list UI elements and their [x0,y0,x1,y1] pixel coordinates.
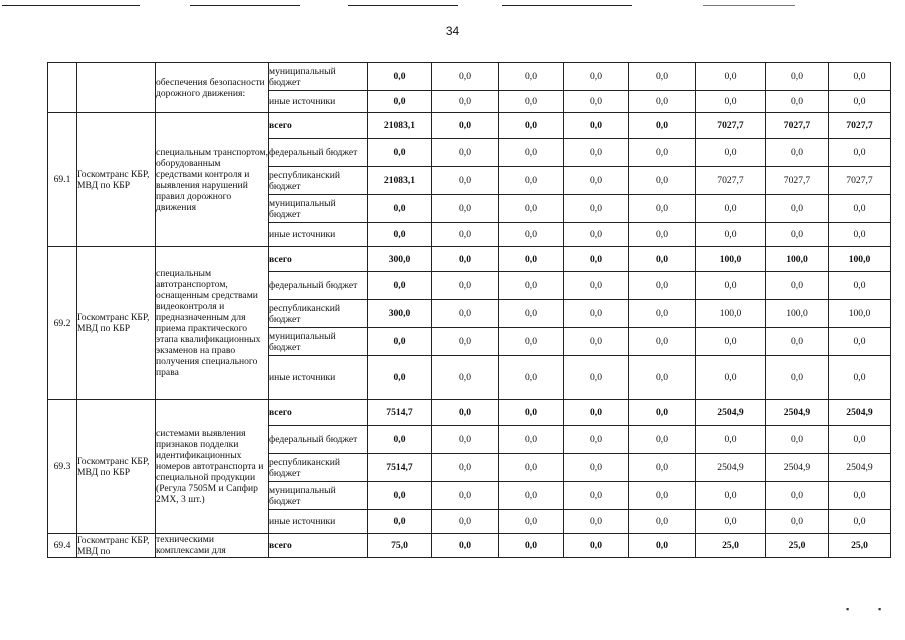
measure-cell: техническими комплексами для [156,534,269,558]
value-cell: 0,0 [564,400,629,426]
value-cell: 0,0 [368,272,432,300]
value-cell: 0,0 [696,482,766,510]
source-cell: всего [269,534,368,558]
measure-cell: обеспечения безопасности дорожного движения: [156,63,269,113]
value-cell: 0,0 [432,223,499,247]
value-cell: 0,0 [629,510,696,534]
value-cell: 21083,1 [368,113,432,139]
value-cell: 0,0 [829,223,891,247]
value-cell: 0,0 [499,482,564,510]
table-row [48,63,891,91]
value-cell: 7027,7 [829,167,891,195]
value-cell: 0,0 [368,328,432,356]
value-cell: 100,0 [696,300,766,328]
page-number: 34 [445,24,460,38]
value-cell: 0,0 [696,139,766,167]
value-cell: 0,0 [432,510,499,534]
value-cell: 0,0 [829,272,891,300]
value-cell: 0,0 [432,534,499,558]
value-cell: 0,0 [368,139,432,167]
value-cell: 0,0 [432,195,499,223]
scan-line [348,5,458,6]
value-cell: 75,0 [368,534,432,558]
code-cell: 69.1 [48,113,77,247]
value-cell: 0,0 [499,328,564,356]
value-cell: 2504,9 [766,454,829,482]
value-cell: 7027,7 [696,113,766,139]
value-cell: 0,0 [432,482,499,510]
value-cell: 0,0 [499,300,564,328]
value-cell: 0,0 [432,356,499,400]
value-cell: 0,0 [629,356,696,400]
value-cell: 0,0 [629,195,696,223]
value-cell: 0,0 [829,426,891,454]
value-cell: 100,0 [766,300,829,328]
value-cell: 0,0 [696,426,766,454]
measure-cell: системами выявления признаков подделки идентификационных номеров автотранспорта и специальной продукции (Регула 7505М и Сапфир 2МХ, 3 шт.) [156,400,269,534]
value-cell: 0,0 [829,328,891,356]
source-cell: муниципальный бюджет [269,63,368,91]
value-cell: 0,0 [564,113,629,139]
value-cell: 0,0 [766,195,829,223]
source-cell: всего [269,400,368,426]
scan-speck: ▪ [878,604,882,614]
value-cell: 0,0 [499,167,564,195]
value-cell: 0,0 [629,113,696,139]
source-cell: республиканский бюджет [269,300,368,328]
code-cell: 69.2 [48,247,77,400]
value-cell: 100,0 [829,300,891,328]
value-cell: 0,0 [432,139,499,167]
value-cell: 0,0 [564,510,629,534]
value-cell: 25,0 [829,534,891,558]
value-cell: 25,0 [696,534,766,558]
value-cell: 0,0 [499,356,564,400]
code-cell: 69.3 [48,400,77,534]
value-cell: 0,0 [564,328,629,356]
value-cell: 0,0 [696,63,766,91]
source-cell: федеральный бюджет [269,139,368,167]
value-cell: 0,0 [629,534,696,558]
source-cell: республиканский бюджет [269,167,368,195]
value-cell: 0,0 [368,91,432,113]
value-cell: 0,0 [829,91,891,113]
source-cell: иные источники [269,510,368,534]
source-cell: всего [269,113,368,139]
value-cell: 0,0 [432,167,499,195]
value-cell: 0,0 [766,482,829,510]
value-cell: 100,0 [766,247,829,272]
value-cell: 0,0 [499,91,564,113]
scan-line [2,5,140,6]
value-cell: 0,0 [499,454,564,482]
value-cell: 0,0 [499,223,564,247]
source-cell: федеральный бюджет [269,426,368,454]
value-cell: 0,0 [829,139,891,167]
value-cell: 0,0 [564,223,629,247]
value-cell: 100,0 [696,247,766,272]
value-cell: 0,0 [629,454,696,482]
source-cell: муниципальный бюджет [269,328,368,356]
value-cell: 0,0 [564,63,629,91]
value-cell: 0,0 [368,482,432,510]
value-cell: 0,0 [629,91,696,113]
value-cell: 0,0 [564,247,629,272]
table-row [48,113,891,139]
value-cell: 7027,7 [696,167,766,195]
value-cell: 0,0 [629,139,696,167]
value-cell: 0,0 [432,91,499,113]
value-cell: 0,0 [432,426,499,454]
value-cell: 0,0 [564,454,629,482]
measure-cell: специальным автотранспортом, оснащенным средствами видеоконтроля и предназначенным для приема практического этапа квалификационных экзаменов на право получения специального права [156,247,269,400]
table-row [48,534,891,558]
value-cell: 7027,7 [766,167,829,195]
value-cell: 0,0 [564,300,629,328]
source-cell: республиканский бюджет [269,454,368,482]
source-cell: федеральный бюджет [269,272,368,300]
value-cell: 0,0 [766,272,829,300]
value-cell: 7514,7 [368,400,432,426]
executor-cell: Госкомтранс КБР, МВД по КБР [77,113,156,247]
value-cell: 0,0 [368,223,432,247]
value-cell: 0,0 [432,272,499,300]
value-cell: 0,0 [696,510,766,534]
value-cell: 0,0 [829,510,891,534]
value-cell: 0,0 [564,426,629,454]
value-cell: 0,0 [499,272,564,300]
source-cell: иные источники [269,223,368,247]
value-cell: 0,0 [368,356,432,400]
value-cell: 0,0 [629,300,696,328]
code-cell [48,63,77,113]
value-cell: 0,0 [368,510,432,534]
value-cell: 0,0 [766,510,829,534]
table-row [48,400,891,426]
executor-cell: Госкомтранс КБР, МВД по КБР [77,247,156,400]
value-cell: 0,0 [829,195,891,223]
value-cell: 100,0 [829,247,891,272]
value-cell: 0,0 [432,300,499,328]
value-cell: 0,0 [564,91,629,113]
value-cell: 0,0 [766,63,829,91]
value-cell: 0,0 [766,91,829,113]
value-cell: 0,0 [696,195,766,223]
value-cell: 0,0 [499,113,564,139]
value-cell: 0,0 [766,356,829,400]
value-cell: 0,0 [696,223,766,247]
value-cell: 0,0 [829,482,891,510]
value-cell: 0,0 [432,247,499,272]
value-cell: 0,0 [629,247,696,272]
scan-line [703,5,795,6]
value-cell: 0,0 [766,223,829,247]
source-cell: муниципальный бюджет [269,195,368,223]
source-cell: иные источники [269,91,368,113]
value-cell: 0,0 [696,328,766,356]
value-cell: 0,0 [368,63,432,91]
value-cell: 0,0 [499,195,564,223]
value-cell: 0,0 [499,139,564,167]
value-cell: 0,0 [432,454,499,482]
value-cell: 7027,7 [766,113,829,139]
value-cell: 0,0 [629,328,696,356]
value-cell: 0,0 [629,167,696,195]
value-cell: 0,0 [629,400,696,426]
value-cell: 0,0 [499,426,564,454]
value-cell: 0,0 [766,139,829,167]
scan-line [190,5,300,6]
value-cell: 0,0 [629,63,696,91]
value-cell: 0,0 [499,534,564,558]
executor-cell: Госкомтранс КБР, МВД по КБР [77,400,156,534]
value-cell: 0,0 [368,195,432,223]
value-cell: 0,0 [368,426,432,454]
value-cell: 0,0 [629,426,696,454]
value-cell: 0,0 [432,328,499,356]
value-cell: 0,0 [696,356,766,400]
value-cell: 0,0 [829,356,891,400]
value-cell: 2504,9 [829,400,891,426]
value-cell: 0,0 [564,195,629,223]
value-cell: 0,0 [564,356,629,400]
value-cell: 0,0 [499,247,564,272]
value-cell: 0,0 [629,482,696,510]
code-cell: 69.4 [48,534,77,558]
source-cell: всего [269,247,368,272]
executor-cell [77,63,156,113]
budget-table [47,62,891,558]
value-cell: 0,0 [696,91,766,113]
value-cell: 0,0 [766,328,829,356]
executor-cell: Госкомтранс КБР, МВД по [77,534,156,558]
value-cell: 0,0 [432,400,499,426]
value-cell: 2504,9 [829,454,891,482]
source-cell: иные источники [269,356,368,400]
budget-table-body [48,63,891,558]
value-cell: 0,0 [766,426,829,454]
value-cell: 25,0 [766,534,829,558]
value-cell: 0,0 [629,223,696,247]
table-row [48,247,891,272]
value-cell: 0,0 [564,167,629,195]
value-cell: 0,0 [499,63,564,91]
value-cell: 2504,9 [766,400,829,426]
value-cell: 0,0 [564,272,629,300]
scan-speck: ▪ [846,604,850,614]
value-cell: 300,0 [368,247,432,272]
value-cell: 21083,1 [368,167,432,195]
value-cell: 0,0 [564,139,629,167]
value-cell: 7027,7 [829,113,891,139]
value-cell: 0,0 [696,272,766,300]
value-cell: 2504,9 [696,400,766,426]
value-cell: 0,0 [432,63,499,91]
value-cell: 2504,9 [696,454,766,482]
value-cell: 0,0 [564,482,629,510]
measure-cell: специальным транспортом, оборудованным средствами контроля и выявления нарушений правил дорожного движения [156,113,269,247]
value-cell: 300,0 [368,300,432,328]
value-cell: 7514,7 [368,454,432,482]
source-cell: муниципальный бюджет [269,482,368,510]
value-cell: 0,0 [829,63,891,91]
value-cell: 0,0 [564,534,629,558]
value-cell: 0,0 [499,510,564,534]
value-cell: 0,0 [499,400,564,426]
scan-line [502,5,632,6]
value-cell: 0,0 [629,272,696,300]
value-cell: 0,0 [432,113,499,139]
